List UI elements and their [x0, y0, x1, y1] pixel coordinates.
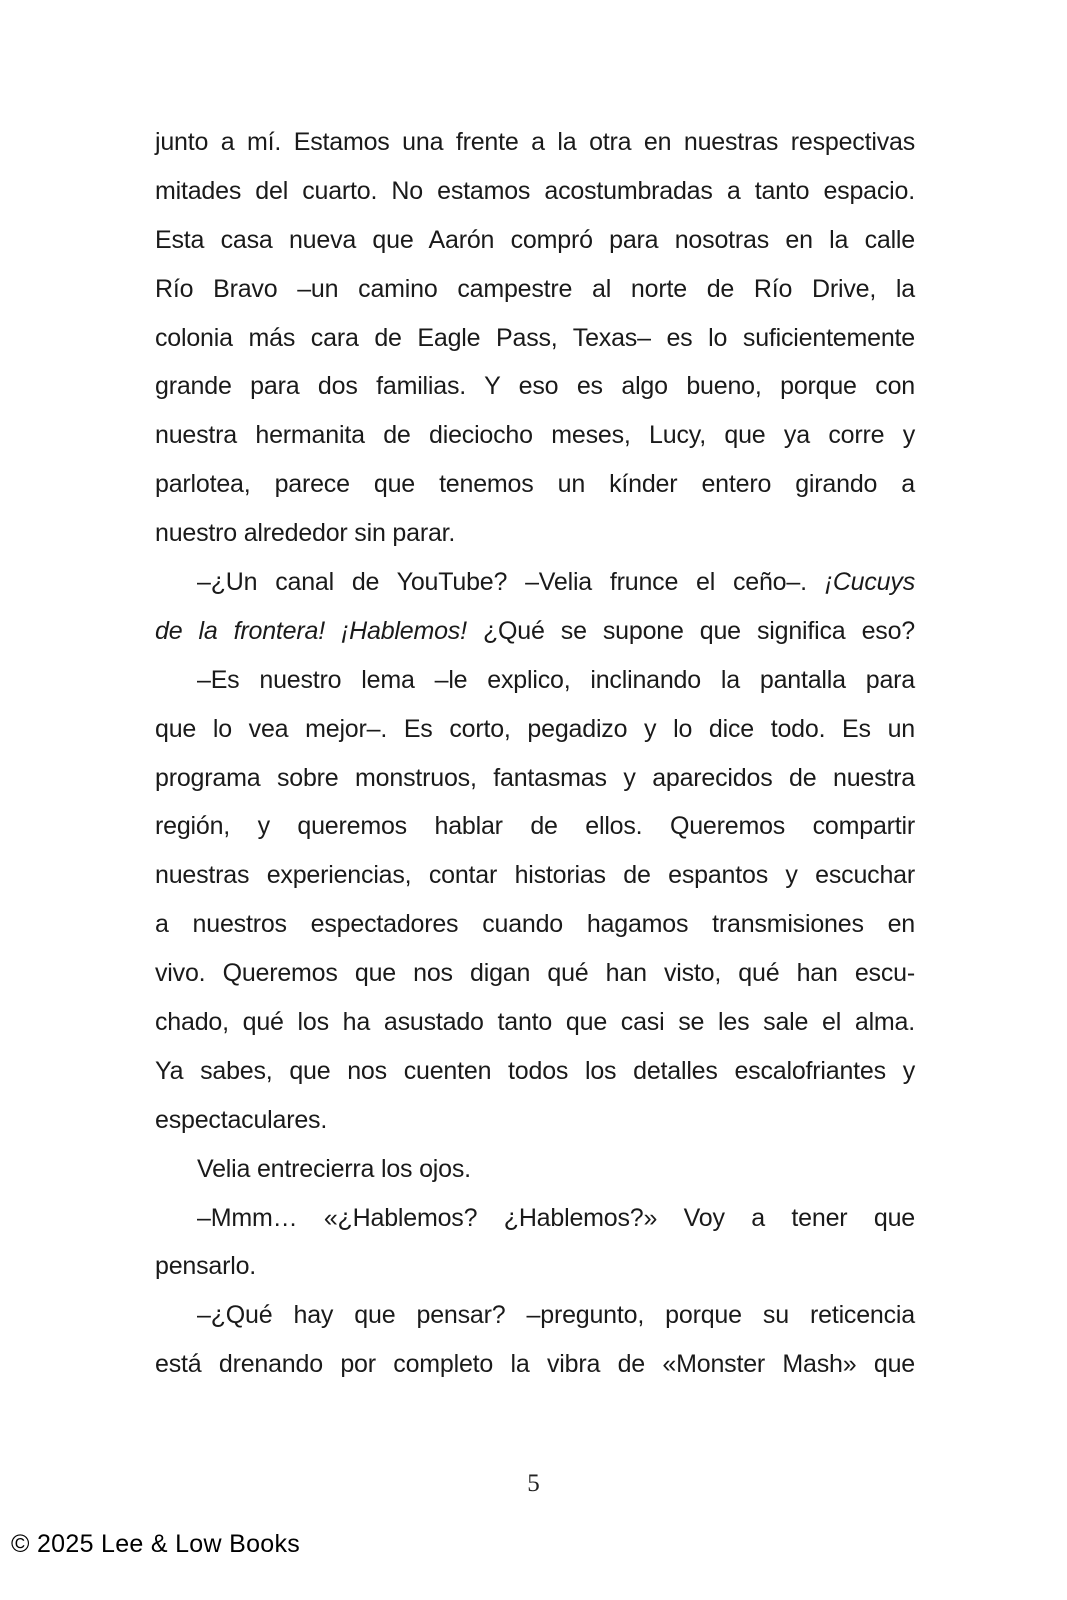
text-line: vivo. Queremos que nos digan qué han visto, qué han escu-: [155, 959, 915, 988]
copyright-footer: © 2025 Lee & Low Books: [11, 1530, 301, 1558]
text-line: Ya sabes, que nos cuenten todos los detalles escalofriantes y: [155, 1056, 915, 1085]
text-line: –Es nuestro lema –le explico, inclinando la pantalla para: [197, 665, 915, 694]
text-line: nuestra hermanita de dieciocho meses, Lucy, que ya corre y: [155, 421, 915, 450]
text-line: región, y queremos hablar de ellos. Queremos compartir: [155, 812, 915, 841]
text-line: Velia entrecierra los ojos.: [197, 1154, 471, 1183]
text-line: chado, qué los ha asustado tanto que casi se les sale el alma.: [155, 1008, 915, 1037]
text-line: parlotea, parece que tenemos un kínder entero girando a: [155, 470, 915, 499]
page-number: 5: [527, 1470, 540, 1497]
text-span: ¿Qué se supone que significa eso?: [466, 616, 915, 645]
text-line: programa sobre monstruos, fantasmas y aparecidos de nuestra: [155, 763, 915, 792]
text-line: –¿Qué hay que pensar? –pregunto, porque su reticencia: [197, 1301, 915, 1330]
text-line: junto a mí. Estamos una frente a la otra en nuestras respectivas: [155, 128, 915, 156]
text-line: a nuestros espectadores cuando hagamos transmisiones en: [155, 910, 915, 939]
text-line: Río Bravo –un camino campestre al norte de Río Drive, la: [155, 274, 915, 303]
text-line: grande para dos familias. Y eso es algo bueno, porque con: [155, 372, 915, 401]
text-line: Esta casa nueva que Aarón compró para nosotras en la calle: [155, 225, 915, 254]
body-text: [155, 118, 915, 1389]
italic-text: de la frontera! ¡Hablemos!: [155, 616, 467, 645]
text-line: nuestras experiencias, contar historias de espantos y escuchar: [155, 861, 915, 890]
text-line: espectaculares.: [155, 1105, 328, 1134]
text-line: colonia más cara de Eagle Pass, Texas– es lo suficientemente: [155, 323, 915, 352]
text-line: está drenando por completo la vibra de «Monster Mash» que: [155, 1350, 915, 1379]
text-line: [155, 558, 915, 607]
text-line: –Mmm… «¿Hablemos? ¿Hablemos?» Voy a tener que: [197, 1203, 915, 1232]
text-line: [155, 607, 915, 656]
text-line: nuestro alrededor sin parar.: [155, 519, 456, 548]
text-span: –¿Un canal de YouTube? –Velia frunce el ceño–.: [197, 568, 825, 597]
text-line: mitades del cuarto. No estamos acostumbradas a tanto espacio.: [155, 176, 915, 205]
text-line: pensarlo.: [155, 1252, 257, 1281]
italic-text: ¡Cucuys: [824, 568, 915, 597]
text-line: que lo vea mejor–. Es corto, pegadizo y lo dice todo. Es un: [155, 714, 915, 743]
